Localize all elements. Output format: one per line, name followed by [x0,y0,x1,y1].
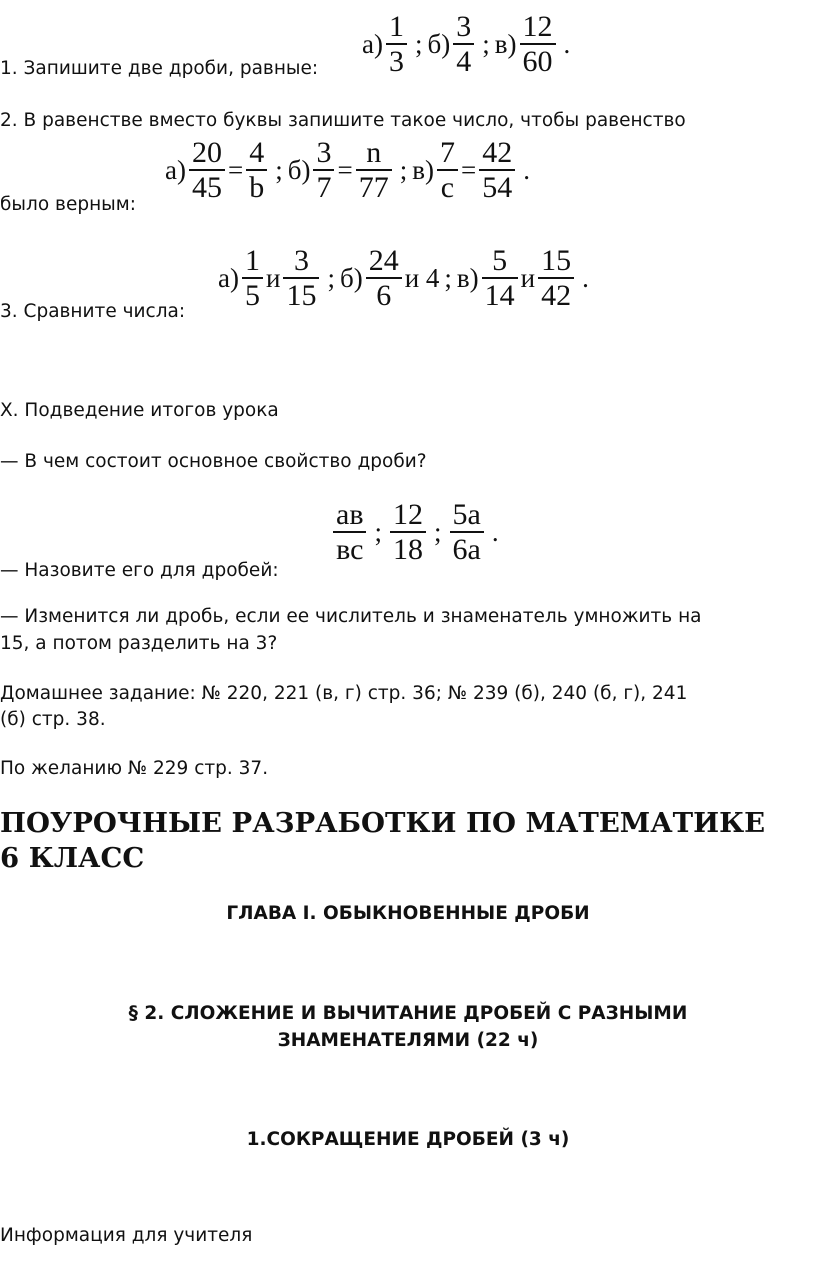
summary-question-3-line2: 15, а потом разделить на 3? [0,633,278,654]
summary-question-1: — В чем состоит основное свойство дроби? [0,451,427,472]
summary-question-3-line1: — Изменится ли дробь, если ее числитель и знаменатель умножить на [0,606,702,627]
homework-optional: По желанию № 229 стр. 37. [0,758,269,779]
fraction: $\frac{3}{15}$ [283,246,319,311]
fraction: $\frac{7}{c}$ [437,138,458,203]
homework-line2: (б) стр. 38. [0,709,106,730]
fraction: $\frac{4}{b}$ [246,138,267,203]
fraction: $\frac{15}{42}$ [538,246,574,311]
fraction: $\frac{12}{18}$ [390,500,426,565]
page-title-line2: 6 КЛАСС [0,842,145,874]
task2-line1: 2. В равенстве вместо буквы запишите такое число, чтобы равенство [0,110,686,131]
summary-fractions: $\frac{ав}{вс}$ ; $\frac{12}{18}$ ; $\frac{5а}{6а}$ . [330,500,504,565]
chapter-heading: ГЛАВА I. ОБЫКНОВЕННЫЕ ДРОБИ [226,903,590,924]
fraction: $\frac{ав}{вс}$ [333,500,366,565]
task1-label-b: б) [427,29,451,59]
summary-heading: X. Подведение итогов урока [0,400,279,421]
section-heading-line2: ЗНАМЕНАТЕЛЯМИ (22 ч) [277,1030,539,1051]
section-heading-line1: § 2. СЛОЖЕНИЕ И ВЫЧИТАНИЕ ДРОБЕЙ С РАЗНЫМИ [128,1003,688,1024]
teacher-info: Информация для учителя [0,1225,253,1246]
fraction: $\frac{3}{7}$ [313,138,334,203]
task2-formula: а) $\frac{20}{45}$ = $\frac{4}{b}$ ; б) $\frac{3}{7}$ = $\frac{n}{77}$ ; в) $\frac{7}{c}$ = $\frac{42}{54}$ . [165,136,530,204]
homework-line1: Домашнее задание: № 220, 221 (в, г) стр. 36; № 239 (б), 240 (б, г), 241 [0,683,688,704]
summary-question-2: — Назовите его для дробей: [0,560,279,581]
task1-label-c: в) [494,29,517,59]
fraction: $\frac{42}{54}$ [479,138,515,203]
fraction: $\frac{5а}{6а}$ [450,500,484,565]
task1-label-a: а) [362,29,383,59]
fraction: $\frac{1}{5}$ [242,246,263,311]
task3-text: 3. Сравните числа: [0,301,186,322]
task1-formula: а) $\frac{1}{3}$ ; б) $\frac{3}{4}$ ; в) $\frac{12}{60}$ . [362,10,571,78]
fraction: $\frac{24}{6}$ [366,246,402,311]
fraction: $\frac{n}{77}$ [356,138,392,203]
fraction: $\frac{3}{4}$ [453,12,474,77]
fraction: $\frac{12}{60}$ [520,12,556,77]
fraction: $\frac{1}{3}$ [386,12,407,77]
fraction: $\frac{5}{14}$ [482,246,518,311]
task2-line2: было верным: [0,194,136,215]
lesson-heading: 1.СОКРАЩЕНИЕ ДРОБЕЙ (3 ч) [246,1129,570,1150]
fraction: $\frac{20}{45}$ [189,138,225,203]
page-title-line1: ПОУРОЧНЫЕ РАЗРАБОТКИ ПО МАТЕМАТИКЕ [0,807,766,839]
task3-formula: а) $\frac{1}{5}$ и $\frac{3}{15}$ ; б) $\frac{24}{6}$ и 4 ; в) $\frac{5}{14}$ и $\frac{15}{42}$ . [218,244,589,312]
task1-text: 1. Запишите две дроби, равные: [0,58,319,79]
